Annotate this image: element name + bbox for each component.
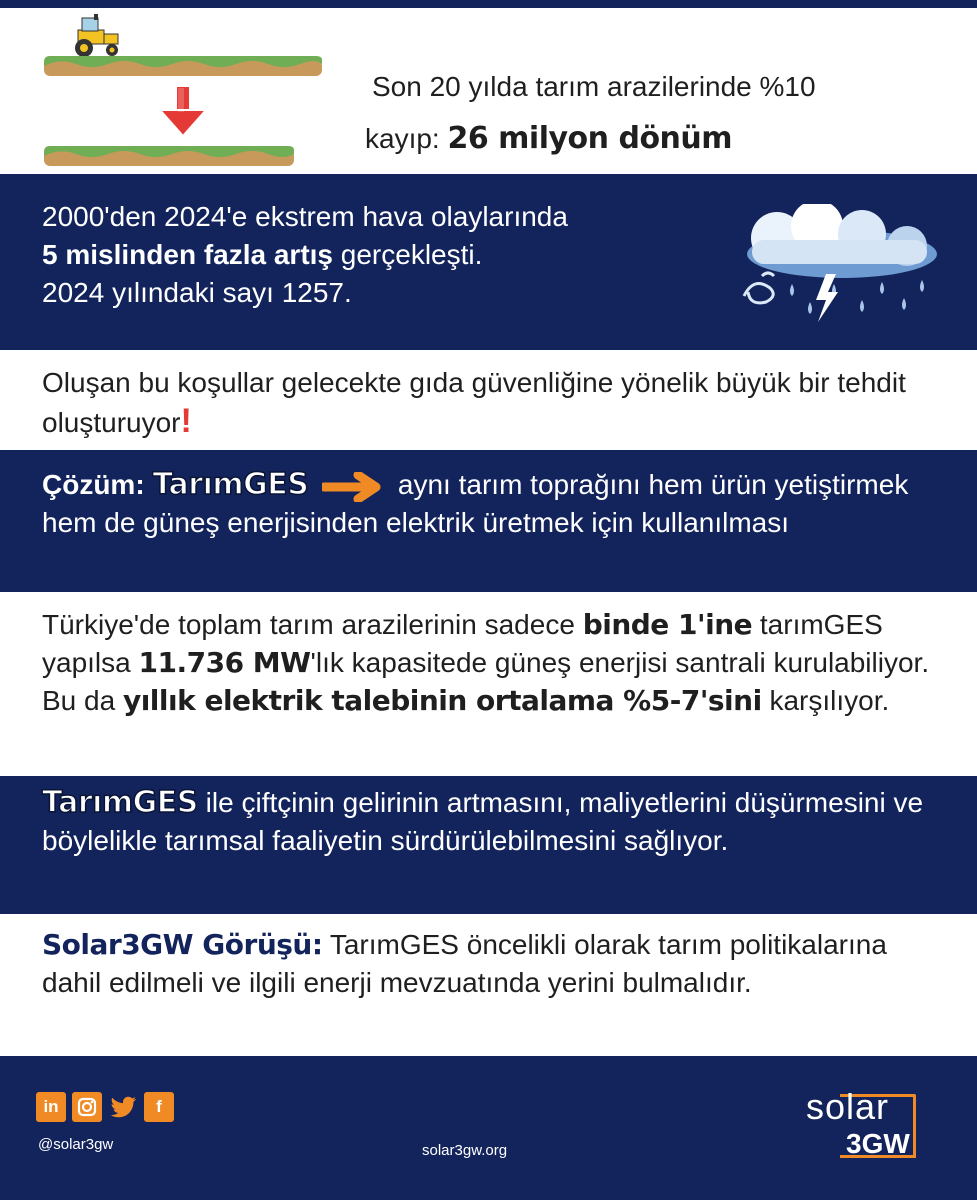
extreme-weather-bold: 5 mislinden fazla artış <box>42 239 333 270</box>
linkedin-glyph: in <box>43 1097 59 1116</box>
extreme-weather-line3: 2024 yılındaki sayı 1257. <box>42 277 352 308</box>
lower-land-strip <box>44 146 294 166</box>
potential-part1: Türkiye'de toplam tarım arazilerinin sadece <box>42 609 583 640</box>
tractor-icon <box>75 14 118 57</box>
section-land-loss <box>0 8 977 174</box>
down-arrow-icon <box>160 86 206 136</box>
social-links <box>36 1092 174 1122</box>
section-food-security <box>0 350 977 450</box>
potential-bold3: yıllık elektrik talebinin ortalama %5-7'sini <box>122 684 762 717</box>
solar3gw-logo <box>806 1086 918 1160</box>
extreme-weather-line2 <box>42 236 682 274</box>
farmer-income-description: ile çiftçinin gelirinin artmasını, maliyetlerini düşürmesini ve böylelikle tarımsal faaliyetin sürdürülebilmesini sağlıyor. <box>42 787 924 856</box>
right-arrow-icon <box>322 472 384 502</box>
solution-label: Çözüm: <box>42 469 145 500</box>
food-security-sentence: Oluşan bu koşullar gelecekte gıda güvenliğine yönelik büyük bir tehdit oluşturuyor <box>42 367 906 438</box>
section-solution <box>0 450 977 592</box>
potential-part3: 'lık kapasitede güneş enerjisi santrali kurulabiliyor. Bu da <box>42 647 930 716</box>
section-farmer-income <box>0 776 977 914</box>
opinion-text <box>42 926 952 1002</box>
extreme-weather-line1: 2000'den 2024'e ekstrem hava olaylarında <box>42 201 568 232</box>
potential-bold1: binde 1'ine <box>582 608 753 641</box>
footer <box>0 1056 977 1200</box>
section-turkey-potential <box>0 592 977 776</box>
exclamation-icon: ! <box>180 402 192 440</box>
section-solar3gw-opinion <box>0 914 977 1056</box>
logo-wordmark-top: solar <box>806 1086 890 1127</box>
logo-wordmark-bottom: 3GW <box>846 1128 910 1159</box>
turkey-potential-text <box>42 606 952 720</box>
opinion-description: TarımGES öncelikli olarak tarım politikalarına dahil edilmeli ve ilgili enerji mevzuatında yerini bulmalıdır. <box>42 929 887 998</box>
facebook-icon[interactable] <box>144 1092 174 1122</box>
farmer-income-brand: TarımGES <box>42 785 198 820</box>
food-security-text <box>42 364 942 442</box>
linkedin-icon[interactable] <box>36 1092 66 1122</box>
storm-cloud-icon <box>722 204 942 334</box>
farmer-income-text <box>42 784 942 860</box>
land-loss-prefix: kayıp: <box>365 123 448 154</box>
land-loss-illustration <box>40 8 340 174</box>
website-link[interactable]: solar3gw.org <box>422 1142 508 1159</box>
land-loss-amount <box>365 120 732 158</box>
instagram-icon[interactable] <box>72 1092 102 1122</box>
twitter-glyph <box>108 1094 138 1120</box>
solution-brand: TarımGES <box>152 467 309 502</box>
potential-part2: tarımGES yapılsa <box>42 609 883 678</box>
solution-description: aynı tarım toprağını hem ürün yetiştirmek hem de güneş enerjisinden elektrik üretmek için kullanılması <box>42 469 909 538</box>
facebook-glyph: f <box>156 1097 162 1116</box>
extreme-weather-line2-rest: gerçekleşti. <box>333 239 483 270</box>
section-extreme-weather <box>0 174 977 350</box>
social-handle: @solar3gw <box>38 1136 114 1153</box>
extreme-weather-text <box>42 198 682 312</box>
potential-bold2: 11.736 MW <box>138 646 311 679</box>
upper-land-strip <box>44 56 322 76</box>
twitter-icon[interactable] <box>108 1092 138 1122</box>
instagram-glyph <box>77 1097 97 1117</box>
land-loss-bold: 26 milyon dönüm <box>447 121 733 156</box>
top-border <box>0 0 977 8</box>
opinion-label: Solar3GW Görüşü: <box>42 928 323 961</box>
land-loss-headline: Son 20 yılda tarım arazilerinde %10 <box>372 71 816 102</box>
potential-part4: karşılıyor. <box>761 685 890 716</box>
solution-text <box>42 466 942 542</box>
